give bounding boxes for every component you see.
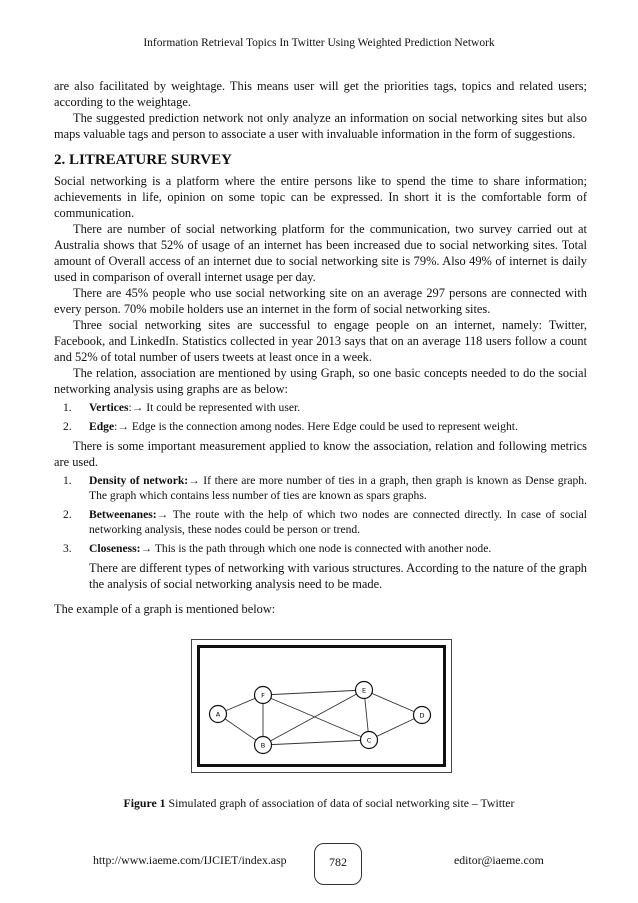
body-paragraph: Social networking is a platform where the entire persons like to spend the time to share information; achievements in life, opinion on some topic can be expressed. In short it is the comfortable form of communication. (54, 174, 587, 220)
figure-graph (191, 639, 452, 773)
list-number: 1. (63, 401, 72, 414)
indented-paragraph: There are different types of networking with various structures. According to the nature of the graph the analysis of social networking analysis need to be made. (89, 561, 587, 591)
graph-node-B (255, 737, 272, 754)
body-paragraph: The relation, association are mentioned by using Graph, so one basic concepts needed to do the social networking analysis using graphs are as below: (54, 366, 587, 396)
graph-node-label: F (261, 691, 265, 700)
list-number: 1. (63, 474, 72, 487)
graph-edge-B-C (263, 740, 369, 745)
list-term: Closeness: (89, 542, 141, 555)
body-paragraph: There is some important measurement applied to know the association, relation and following metrics are used. (54, 439, 587, 469)
graph-node-A (210, 706, 227, 723)
page-body (54, 78, 587, 617)
graph-edge-F-C (263, 695, 369, 740)
graph-node-C (361, 732, 378, 749)
caption-label: Figure 1 (123, 796, 166, 810)
arrow-icon: → (188, 474, 200, 487)
intro-paragraph: The suggested prediction network not only analyze an information on social networking sites but also maps valuable tags and person to associate a user with invaluable information in the form of suggestions. (54, 111, 587, 141)
list-term: Betweenanes: (89, 508, 157, 521)
arrow-icon: → (131, 401, 144, 414)
body-paragraph: There are 45% people who use social networking site on an average 297 persons are connected with every person. 70% mobile holders use an internet in the form of social networking sites. (54, 286, 587, 316)
footer-url[interactable]: http://www.iaeme.com/IJCIET/index.asp (93, 853, 287, 867)
list-number: 2. (63, 420, 72, 433)
list-term: Vertices (89, 401, 129, 414)
list-term: Density of network: (89, 474, 189, 487)
page-number: 782 (314, 843, 362, 885)
graph-node-F (255, 687, 272, 704)
list-text: This is the path through which one node is connected with another node. (152, 542, 492, 555)
graph-node-E (356, 682, 373, 699)
graph-edge-E-D (364, 690, 422, 715)
graph-node-label: D (419, 711, 425, 720)
body-paragraph: Three social networking sites are successful to engage people on an internet, namely: Twitter, Facebook, and LinkedIn. Statistics collected in year 2013 says that on an average 118 users follow a count and 52% of total number of users tweets at least once in a week. (54, 318, 587, 364)
graph-node-label: E (361, 686, 367, 695)
network-graph (197, 645, 446, 767)
list-item (63, 473, 587, 503)
graph-edge-F-E (263, 690, 364, 695)
graph-node-label: A (215, 710, 221, 719)
arrow-icon: → (156, 508, 169, 521)
graph-concepts-list (54, 400, 587, 434)
list-text: It could be represented with user. (143, 401, 301, 414)
list-item (63, 541, 587, 556)
list-number: 2. (63, 508, 72, 521)
page-footer (0, 843, 638, 883)
caption-text: Simulated graph of association of data of social networking site – Twitter (165, 796, 515, 810)
list-separator: : (114, 420, 118, 433)
section-heading: 2. LITREATURE SURVEY (54, 152, 232, 168)
footer-email[interactable]: editor@iaeme.com (454, 853, 544, 867)
arrow-icon: → (117, 420, 129, 433)
list-text: Edge is the connection among nodes. Here Edge could be used to represent weight. (128, 420, 518, 433)
list-text: The route with the help of which two nodes are connected directly. In case of social networking analysis, these nodes could be person or trend. (89, 508, 587, 536)
list-text: If there are more number of ties in a graph, then graph is known as Dense graph. The graph which contains less number of ties are known as spars graphs. (89, 474, 587, 502)
graph-node-label: C (366, 736, 372, 745)
figure-caption (0, 796, 638, 811)
list-separator: : (128, 401, 132, 414)
list-term: Edge (89, 420, 115, 433)
list-item (63, 507, 587, 537)
list-item (63, 419, 587, 434)
list-item (63, 400, 587, 415)
arrow-icon: → (140, 542, 153, 555)
example-line: The example of a graph is mentioned below: (54, 602, 276, 616)
list-number: 3. (63, 542, 72, 555)
metrics-list (54, 473, 587, 556)
running-header: Information Retrieval Topics In Twitter Using Weighted Prediction Network (143, 37, 495, 49)
body-paragraph: There are number of social networking platform for the communication, two survey carried out at Australia shows that 52% of usage of an internet has been increased due to social networking sites. Total amount of Overall access of an internet due to social networking site is 79%. Also 49% of internet is daily used in comparison of overall internet usage per day. (54, 222, 587, 284)
graph-node-D (414, 707, 431, 724)
intro-paragraph: are also facilitated by weightage. This means user will get the priorities tags, topics and related users; according to the weightage. (54, 79, 587, 109)
graph-edge-B-E (263, 690, 364, 745)
graph-node-label: B (260, 741, 266, 750)
